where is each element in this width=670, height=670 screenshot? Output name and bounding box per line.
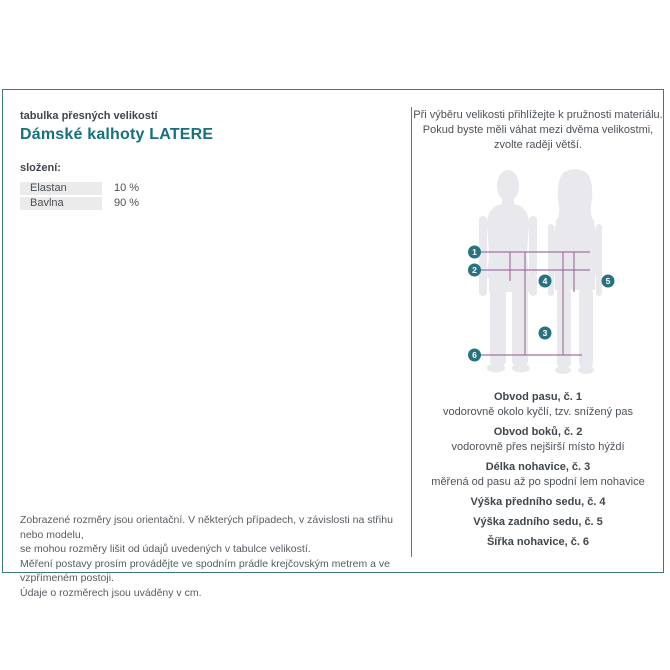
badge-2 [468,264,481,277]
chart-subtitle: tabulka přesných velikostí [20,110,158,122]
measurement-title: Obvod pasu, č. 1 [493,391,583,403]
disclaimer-line: Zobrazené rozměry jsou orientační. V některých případech, v závislosti na střihu nebo modelu, [20,514,393,541]
composition-table [20,182,260,212]
table-row [20,182,260,195]
measurement-title: Šířka nohavice, č. 6 [486,536,590,548]
badge-4 [539,275,552,288]
svg-text:5: 5 [605,276,611,286]
measurement-item [412,495,664,510]
product-title: Dámské kalhoty LATERE [20,126,214,143]
svg-text:2: 2 [472,265,477,275]
measurement-title: Obvod boků, č. 2 [493,426,583,438]
measurement-desc: vodorovně přes nejširší místo hýždí [451,441,625,453]
disclaimer-line: Údaje o rozměrech jsou uváděny v cm. [20,586,202,599]
material-name: Bavlna [20,197,102,210]
disclaimer-text [20,513,412,601]
advice-line: zvolte raději větší. [493,139,583,151]
sizing-advice-text [412,108,664,153]
size-chart-panel [2,89,664,599]
badge-3 [539,327,552,340]
measurement-desc: vodorovně okolo kyčlí, tzv. snížený pas [443,406,633,418]
advice-line: Při výběru velikosti přihlížejte k pružnosti materiálu. [413,109,663,121]
measurement-item [412,390,664,420]
measurement-desc: měřená od pasu až po spodní lem nohavice [431,476,645,488]
svg-text:3: 3 [542,328,548,338]
measurement-definitions [412,390,664,555]
svg-text:6: 6 [472,350,477,360]
material-percent: 10 % [114,182,140,194]
badge-5 [602,275,615,288]
measurement-item [412,460,664,490]
composition-label: složení: [20,162,61,174]
svg-text:4: 4 [542,276,548,286]
svg-text:1: 1 [472,247,477,257]
measurement-item [412,515,664,530]
measurement-title: Délka nohavice, č. 3 [485,461,591,473]
disclaimer-line: se mohou rozměry lišit od údajů uvedených v tabulce velikostí. [20,543,311,556]
measurement-item [412,535,664,550]
material-name: Elastan [20,182,102,195]
advice-line: Pokud byste měli váhat mezi dvěma velikostmi, [422,124,654,136]
measurement-item [412,425,664,455]
disclaimer-line: Měření postavy prosím provádějte ve spodním prádle krejčovským metrem a ve vzpřímeném postoji. [20,557,390,585]
measurement-title: Výška předního sedu, č. 4 [470,496,606,508]
body-measurement-diagram [451,162,651,377]
male-silhouette-figure [479,170,537,373]
female-silhouette-figure [548,169,602,374]
badge-1 [468,246,481,259]
measurement-title: Výška zadního sedu, č. 5 [473,516,603,528]
material-percent: 90 % [114,197,140,209]
table-row [20,197,260,210]
badge-6 [468,349,481,362]
